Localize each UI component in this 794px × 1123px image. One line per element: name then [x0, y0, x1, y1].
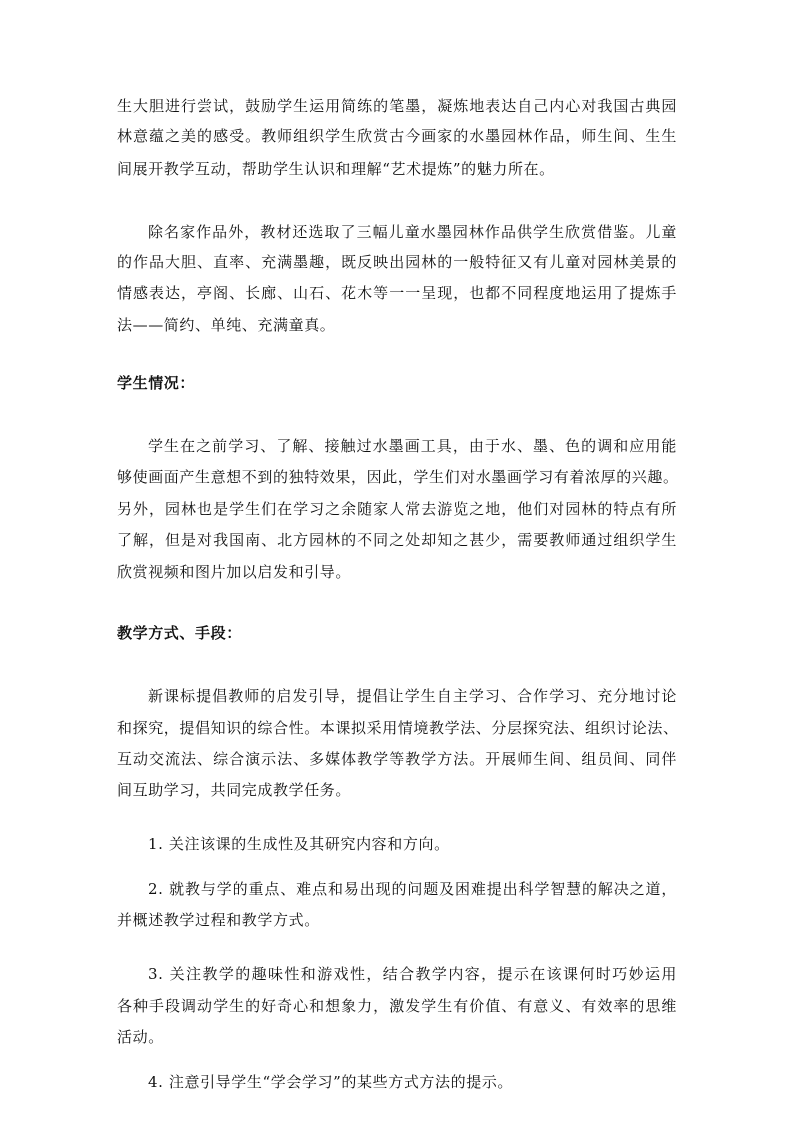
paragraph-line: 间展开教学互动，帮助学生认识和理解“艺术提炼”的魅力所在。: [117, 160, 555, 178]
paragraph-line: 了解，但是对我国南、北方园林的不同之处却知之甚少，需要教师通过组织学生: [117, 531, 677, 549]
list-item-4: 4. 注意引导学生“学会学习”的某些方式方法的提示。: [148, 1073, 514, 1091]
list-item-3-cont: 活动。: [117, 1028, 164, 1046]
paragraph-line: 另外，园林也是学生们在学习之余随家人常去游览之地，他们对园林的特点有所: [117, 500, 677, 518]
paragraph-line: 新课标提倡教师的启发引导，提倡让学生自主学习、合作学习、充分地讨论: [148, 687, 677, 705]
paragraph-line: 的作品大胆、直率、充满墨趣，既反映出园林的一般特征又有儿童对园林美景的: [117, 253, 677, 271]
list-item-2: 2. 就教与学的重点、难点和易出现的问题及困难提出科学智慧的解决之道，: [148, 880, 677, 898]
paragraph-line: 除名家作品外，教材还选取了三幅儿童水墨园林作品供学生欣赏借鉴。儿童: [148, 223, 677, 241]
paragraph-line: 情感表达，亭阁、长廊、山石、花木等一一呈现，也都不同程度地运用了提炼手: [117, 284, 677, 302]
paragraph-line: 欣赏视频和图片加以启发和引导。: [117, 563, 352, 581]
paragraph-line: 间互助学习，共同完成教学任务。: [117, 781, 352, 799]
paragraph-line: 林意蕴之美的感受。教师组织学生欣赏古今画家的水墨园林作品，师生间、生生: [117, 127, 677, 145]
paragraph-line: 够使画面产生意想不到的独特效果，因此，学生们对水墨画学习有着浓厚的兴趣。: [117, 468, 679, 486]
list-item-2-cont: 并概述教学过程和教学方式。: [117, 911, 320, 929]
paragraph-line: 法——简约、单纯、充满童真。: [117, 316, 336, 334]
section-heading-methods: 教学方式、手段：: [117, 624, 242, 642]
list-item-1: 1. 关注该课的生成性及其研究内容和方向。: [148, 835, 450, 853]
list-item-3-cont: 各种手段调动学生的好奇心和想象力，激发学生有价值、有意义、有效率的思维: [117, 997, 677, 1015]
list-item-3: 3. 关注教学的趣味性和游戏性，结合教学内容，提示在该课何时巧妙运用: [148, 965, 677, 983]
paragraph-line: 互动交流法、综合演示法、多媒体教学等教学方法。开展师生间、组员间、同伴: [117, 750, 677, 768]
paragraph-line: 生大胆进行尝试，鼓励学生运用简练的笔墨，凝炼地表达自己内心对我国古典园: [117, 97, 677, 115]
section-heading-students: 学生情况：: [117, 374, 196, 392]
paragraph-line: 学生在之前学习、了解、接触过水墨画工具，由于水、墨、色的调和应用能: [148, 437, 677, 455]
paragraph-line: 和探究，提倡知识的综合性。本课拟采用情境教学法、分层探究法、组织讨论法、: [117, 719, 679, 737]
